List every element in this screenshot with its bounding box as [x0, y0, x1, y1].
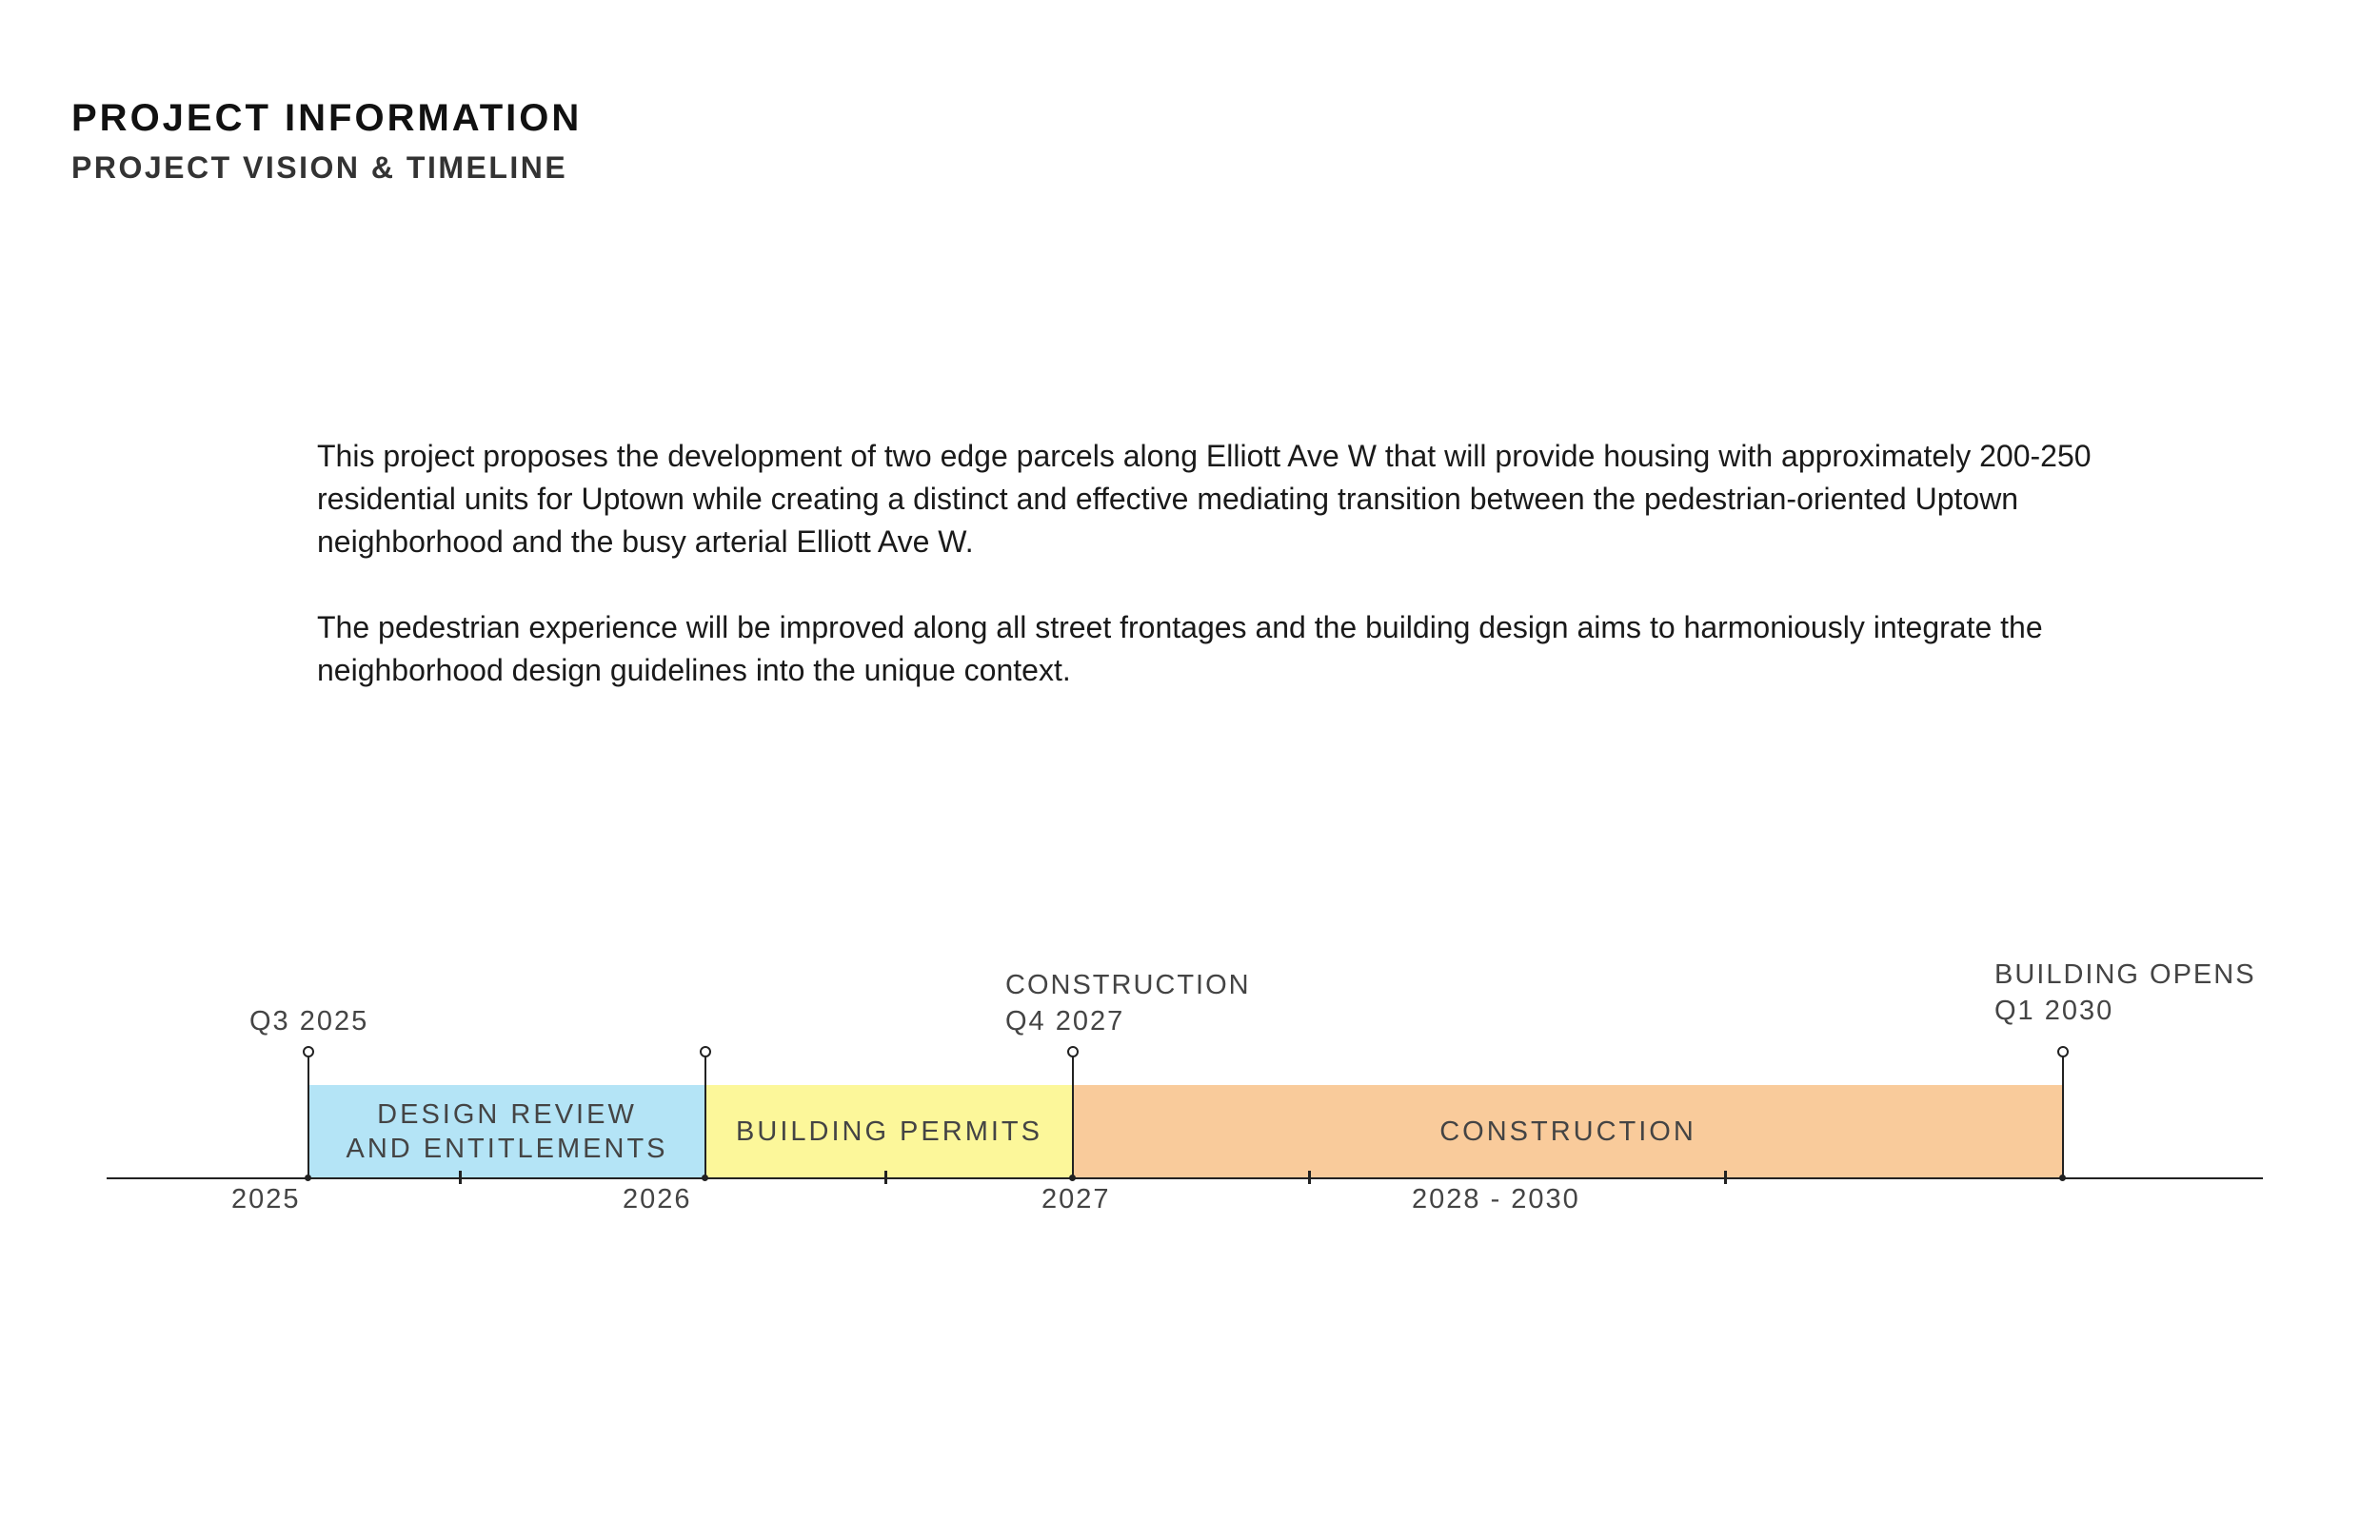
milestone-q3-2025-marker [303, 1046, 314, 1057]
year-label-2025: 2025 [231, 1184, 301, 1214]
milestone-building-opens-label [1994, 957, 2256, 1029]
axis-point-2026 [702, 1175, 708, 1181]
axis-tick [1724, 1171, 1727, 1184]
milestone-q3-2025-label: Q3 2025 [249, 1006, 369, 1037]
year-label-2027: 2027 [1041, 1184, 1111, 1214]
phase-construction [1073, 1085, 2063, 1178]
phase-boundary-2026-marker [700, 1046, 711, 1057]
phase-building-permits [705, 1085, 1073, 1178]
project-description [317, 435, 2126, 735]
phase-construction-label: CONSTRUCTION [1439, 1116, 1696, 1147]
description-paragraph-1: This project proposes the development of two edge parcels along Elliott Ave W that will provide housing with approximately 200-250 residential units for Uptown while creating a distinct and effective mediating transition between the pedestrian-oriented Uptown neighborhood and the busy arterial Elliott Ave W. [317, 439, 2092, 559]
axis-tick [884, 1171, 887, 1184]
description-paragraph-2: The pedestrian experience will be improved along all street frontages and the building design aims to harmoniously integrate the neighborhood design guidelines into the unique context. [317, 610, 2043, 687]
timeline-axis [107, 1177, 2263, 1179]
milestone-q3-2025-line [307, 1054, 309, 1178]
axis-point-2027 [1069, 1175, 1076, 1181]
project-timeline [0, 942, 2380, 1228]
page-title: PROJECT INFORMATION [71, 97, 583, 139]
phase-boundary-2026-line [704, 1054, 706, 1178]
milestone-construction-line2: Q4 2027 [1005, 1006, 1125, 1037]
milestone-building-opens-line [2062, 1054, 2064, 1178]
axis-tick [1308, 1171, 1311, 1184]
year-label-2028-2030: 2028 - 2030 [1412, 1184, 1580, 1214]
milestone-construction-line [1072, 1054, 1074, 1178]
milestone-building-opens-line2: Q1 2030 [1994, 996, 2114, 1026]
milestone-building-opens-marker [2057, 1046, 2069, 1057]
axis-point-2030 [2059, 1175, 2066, 1181]
axis-tick [459, 1171, 462, 1184]
phase-design-review-label: DESIGN REVIEW AND ENTITLEMENTS [346, 1099, 668, 1164]
axis-point-2025 [305, 1175, 311, 1181]
milestone-construction-marker [1067, 1046, 1079, 1057]
year-label-2026: 2026 [623, 1184, 692, 1214]
milestone-building-opens-line1: BUILDING OPENS [1994, 959, 2256, 990]
milestone-construction-line1: CONSTRUCTION [1005, 970, 1251, 1000]
milestone-construction-label [1005, 967, 1251, 1039]
phase-design-review [308, 1085, 705, 1178]
phase-building-permits-label: BUILDING PERMITS [736, 1116, 1042, 1147]
page-subtitle: PROJECT VISION & TIMELINE [71, 150, 568, 185]
